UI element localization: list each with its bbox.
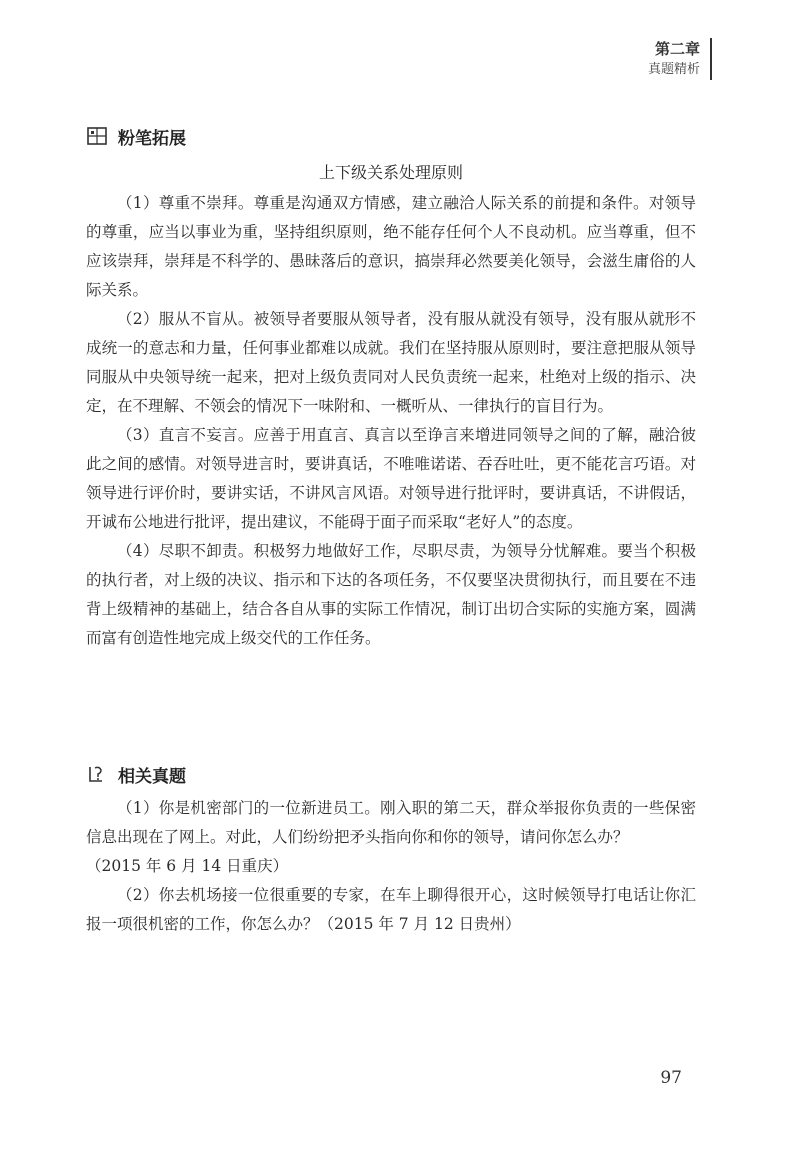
- chapter-title: 第二章: [654, 40, 700, 58]
- question-item: （2）你去机场接一位很重要的专家，在车上聊得很开心，这时候领导打电话让你汇报一项很机密的工作，你怎么办？（2015 年 7 月 12 日贵州）: [86, 886, 696, 933]
- question-mark-icon: [86, 763, 108, 785]
- question-source: （2015 年 6 月 14 日重庆）: [86, 857, 289, 875]
- chalk-extension-title: 粉笔拓展: [118, 128, 186, 149]
- related-questions-title: 相关真题: [118, 766, 186, 787]
- related-questions-heading: [86, 760, 696, 788]
- principle-title: 上下级关系处理原则: [318, 163, 463, 182]
- chalk-board-icon: [86, 125, 108, 147]
- chapter-subtitle: 真题精析: [647, 62, 700, 77]
- principle-paragraph: （4）尽职不卸责。积极努力地做好工作，尽职尽责，为领导分忧解难。要当个积极的执行者，对上级的决议、指示和下达的各项任务，不仅要坚决贯彻执行，而且要在不违背上级精神的基础上，结合各自从事的实际工作情况，制订出切合实际的实施方案，圆满而富有创造性地完成上级交代的工作任务。: [86, 542, 696, 647]
- question-item: （1）你是机密部门的一位新进员工。刚入职的第二天，群众举报你负责的一些保密信息出现在了网上。对此，人们纷纷把矛头指向你和你的领导，请问你怎么办？: [86, 799, 696, 846]
- principle-paragraph: （3）直言不妄言。应善于用直言、真言以至诤言来增进同领导之间的了解，融洽彼此之间的感情。对领导进言时，要讲真话，不唯唯诺诺、吞吞吐吐，更不能花言巧语。对领导进行评价时，要讲实话，不讲风言风语。对领导进行批评时，要讲真话，不讲假话，开诚布公地进行批评，提出建议，不能碍于面子而采取“老好人”的态度。: [86, 426, 696, 531]
- related-questions-section: [86, 760, 696, 939]
- principle-paragraph: （2）服从不盲从。被领导者要服从领导者，没有服从就没有领导，没有服从就形不成统一的意志和力量，任何事业都难以成就。我们在坚持服从原则时，要注意把服从领导同服从中央领导统一起来，把对上级负责同对人民负责统一起来，杜绝对上级的指示、决定，在不理解、不领会的情况下一味附和、一概听从、一律执行的盲目行为。: [86, 310, 696, 415]
- running-header: [648, 38, 700, 80]
- principle-paragraph: （1）尊重不崇拜。尊重是沟通双方情感，建立融洽人际关系的前提和条件。对领导的尊重，应当以事业为重，坚持组织原则，绝不能存任何个人不良动机。应当尊重，但不应该崇拜，崇拜是不科学的、愚昧落后的意识，搞崇拜必然要美化领导，会滋生庸俗的人际关系。: [86, 194, 696, 299]
- chalk-extension-section: [86, 122, 696, 653]
- page-number: 97: [660, 1068, 682, 1088]
- header-divider: [710, 38, 712, 80]
- chalk-extension-heading: [86, 122, 696, 150]
